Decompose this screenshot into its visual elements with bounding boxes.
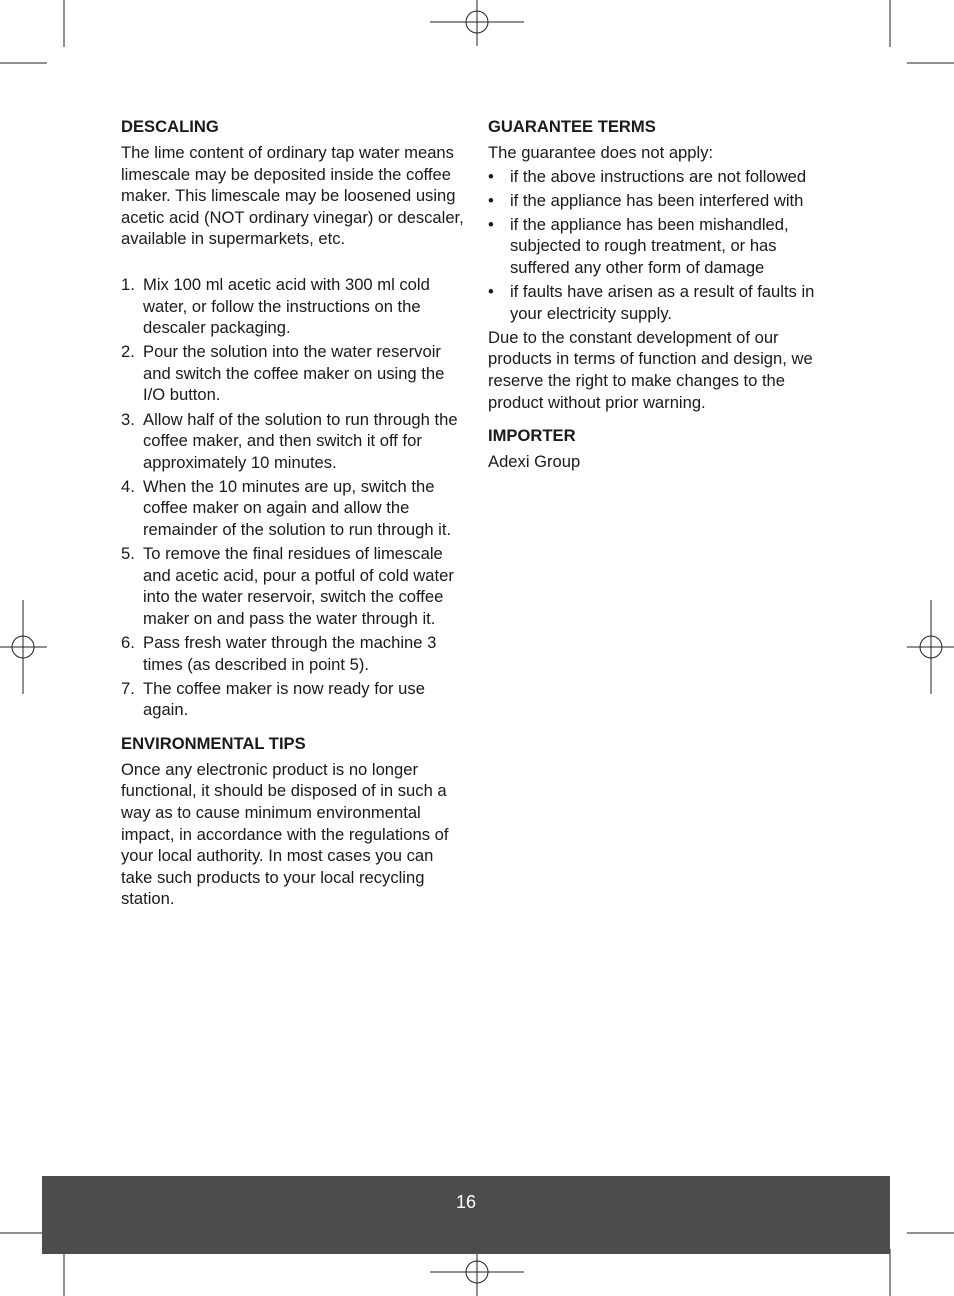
descaling-steps <box>121 274 466 721</box>
environmental-heading: ENVIRONMENTAL TIPS <box>121 733 306 753</box>
left-column <box>121 116 466 910</box>
guarantee-heading: GUARANTEE TERMS <box>488 117 656 136</box>
bullet-icon: • <box>488 190 494 210</box>
list-item: 3. Allow half of the solution to run through the coffee maker, and then switch it off for approximately 10 minutes. <box>121 409 458 472</box>
descaling-heading: DESCALING <box>121 117 219 136</box>
list-item: 2. Pour the solution into the water reservoir and switch the coffee maker on using the I/O button. <box>121 342 445 405</box>
guarantee-intro: The guarantee does not apply: <box>488 143 714 162</box>
bullet-icon: • <box>488 166 494 186</box>
list-item: • if the appliance has been interfered with <box>488 190 804 210</box>
bullet-icon: • <box>488 282 494 302</box>
page-number: 16 <box>455 1192 477 1212</box>
guarantee-notice: Due to the constant development of our products in terms of function and design, we reserve the right to make changes to the product without prior warning. <box>488 327 813 412</box>
list-item: 4. When the 10 minutes are up, switch the coffee maker on again and allow the remainder of the solution to run through it. <box>121 476 452 539</box>
guarantee-exclusions <box>488 166 833 325</box>
footer-bar <box>42 1176 890 1254</box>
right-column <box>488 116 833 473</box>
list-item: • if the above instructions are not followed <box>488 166 807 186</box>
bullet-icon: • <box>488 214 494 234</box>
descaling-intro: The lime content of ordinary tap water means limescale may be deposited inside the coffee maker. This limescale may be loosened using acetic acid (NOT ordinary vinegar) or descaler, available in supermarkets, etc. <box>121 143 464 249</box>
list-item: • if faults have arisen as a result of faults in your electricity supply. <box>488 282 815 323</box>
list-item: 7. The coffee maker is now ready for use again. <box>121 678 425 720</box>
environmental-text: Once any electronic product is no longer functional, it should be disposed of in such a way as to cause minimum environmental impact, in accordance with the regulations of your local authority. In most cases you can take such products to your local recycling station. <box>121 759 449 909</box>
importer-heading: IMPORTER <box>488 426 576 446</box>
list-item: 6. Pass fresh water through the machine 3 times (as described in point 5). <box>121 632 437 674</box>
importer-name: Adexi Group <box>488 452 581 472</box>
list-item: 5. To remove the final residues of limescale and acetic acid, pour a potful of cold water into the water reservoir, switch the coffee maker on and pass the water through it. <box>121 544 454 628</box>
list-item: • if the appliance has been mishandled, subjected to rough treatment, or has suffered any other form of damage <box>488 214 789 277</box>
list-item: 1. Mix 100 ml acetic acid with 300 ml cold water, or follow the instructions on the descaler packaging. <box>121 274 430 338</box>
